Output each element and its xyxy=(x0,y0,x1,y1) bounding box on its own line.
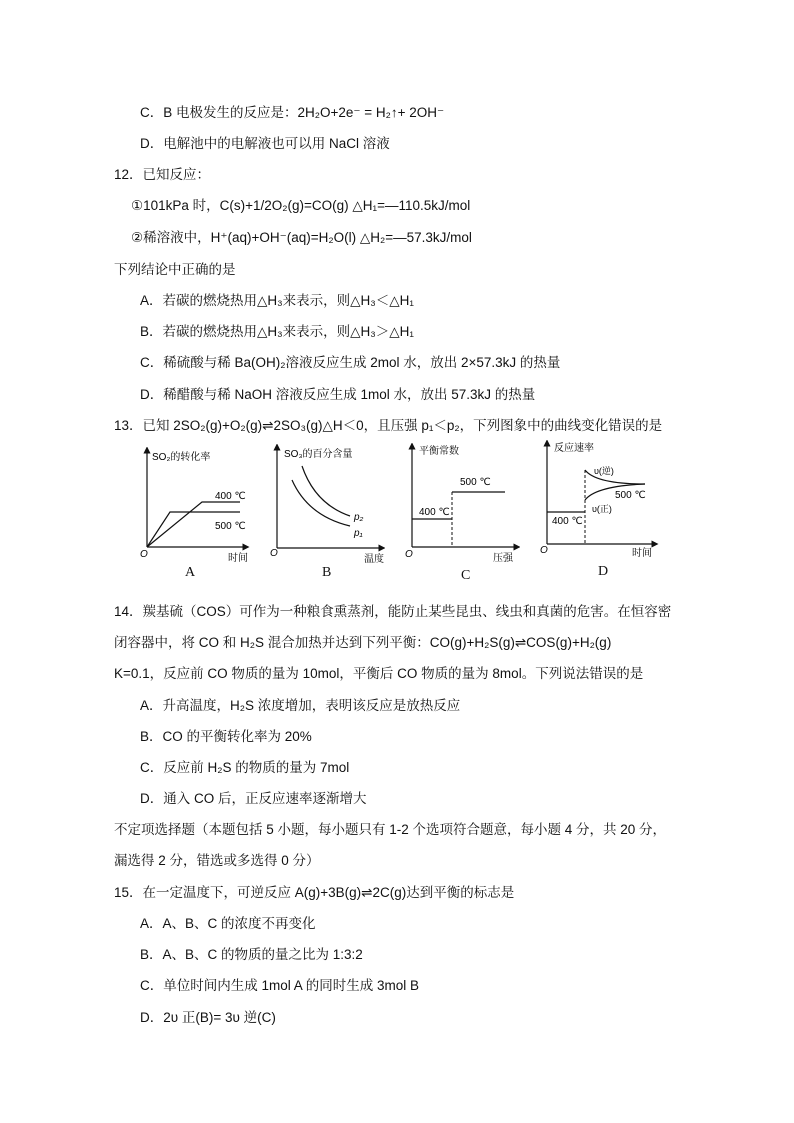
fig-b-p2: p₂ xyxy=(354,512,364,523)
section-header-2: 漏选得 2 分，错选或多选得 0 分） xyxy=(114,853,320,868)
q14-option-a: A．升高温度，H₂S 浓度增加，表明该反应是放热反应 xyxy=(140,698,461,713)
fig-b-ylabel: SO₃的百分含量 xyxy=(284,449,353,460)
fig-b-xlabel: 温度 xyxy=(364,554,384,565)
figure-d xyxy=(540,440,660,582)
q14-option-d: D．通入 CO 后，正反应速率逐渐增大 xyxy=(140,791,367,806)
fig-a-500: 500 ℃ xyxy=(215,521,246,532)
q12-stem: 12．已知反应： xyxy=(114,167,211,182)
q12-prompt: 下列结论中正确的是 xyxy=(114,262,236,277)
q12-reaction-2: ②稀溶液中，H⁺(aq)+OH⁻(aq)=H₂O(l) △H₂=—57.3kJ/mol xyxy=(131,230,472,245)
fig-d-caption: D xyxy=(598,564,609,579)
q13-stem: 13．已知 2SO₂(g)+O₂(g)⇌2SO₃(g)△H＜0，且压强 p₁＜p₂，下列图象中的曲线变化错误的是 xyxy=(114,418,663,433)
fig-c-xlabel: 压强 xyxy=(493,553,513,564)
fig-c-500: 500 ℃ xyxy=(460,477,491,488)
fig-d-400: 400 ℃ xyxy=(552,516,583,527)
section-header-1: 不定项选择题（本题包括 5 小题，每小题只有 1-2 个选项符合题意，每小题 4 分，共 20 分， xyxy=(114,822,667,837)
q14-stem-2: 闭容器中，将 CO 和 H₂S 混合加热并达到下列平衡：CO(g)+H₂S(g)⇌COS(g)+H₂(g) xyxy=(114,635,612,650)
fig-c-origin: O xyxy=(405,549,413,560)
q15-option-d: D．2υ 正(B)= 3υ 逆(C) xyxy=(140,1010,276,1025)
q12-reaction-1: ①101kPa 时，C(s)+1/2O₂(g)=CO(g) △H₁=—110.5kJ/mol xyxy=(131,198,471,213)
fig-a-caption: A xyxy=(185,565,196,580)
figure-c xyxy=(405,443,520,588)
fig-a-400: 400 ℃ xyxy=(215,491,246,502)
q14-stem-1: 14．羰基硫（COS）可作为一种粮食熏蒸剂，能防止某些昆虫、线虫和真菌的危害。在恒容密 xyxy=(114,604,672,619)
q15-option-c: C．单位时间内生成 1mol A 的同时生成 3mol B xyxy=(140,978,420,993)
q15-stem: 15．在一定温度下，可逆反应 A(g)+3B(g)⇌2C(g)达到平衡的标志是 xyxy=(114,885,515,900)
q12-option-d: D．稀醋酸与稀 NaOH 溶液反应生成 1mol 水，放出 57.3kJ 的热量 xyxy=(140,387,536,402)
fig-d-v-reverse: υ(逆) xyxy=(594,466,614,476)
fig-d-500: 500 ℃ xyxy=(615,490,646,501)
fig-d-origin: O xyxy=(540,545,548,556)
q12-option-c: C．稀硫酸与稀 Ba(OH)₂溶液反应生成 2mol 水，放出 2×57.3kJ 的热量 xyxy=(140,355,561,370)
q11-option-c: C．B 电极发生的反应是：2H₂O+2e⁻ = H₂↑+ 2OH⁻ xyxy=(140,105,445,120)
q12-option-b: B．若碳的燃烧热用△H₃来表示，则△H₃＞△H₁ xyxy=(140,324,414,339)
q12-option-a: A．若碳的燃烧热用△H₃来表示，则△H₃＜△H₁ xyxy=(140,293,414,308)
fig-a-origin: O xyxy=(140,549,148,560)
q11-option-d: D．电解池中的电解液也可以用 NaCl 溶液 xyxy=(140,136,390,151)
fig-c-caption: C xyxy=(461,568,471,583)
fig-c-400: 400 ℃ xyxy=(419,507,450,518)
fig-d-ylabel: 反应速率 xyxy=(554,443,594,454)
q14-stem-3: K=0.1，反应前 CO 物质的量为 10mol，平衡后 CO 物质的量为 8mol。下列说法错误的是 xyxy=(114,666,644,681)
fig-c-ylabel: 平衡常数 xyxy=(419,446,459,457)
figure-a xyxy=(140,447,250,585)
fig-b-origin: O xyxy=(270,548,278,559)
fig-d-v-forward: υ(正) xyxy=(592,504,612,514)
fig-a-ylabel: SO₂的转化率 xyxy=(152,452,211,463)
fig-b-caption: B xyxy=(322,565,332,580)
fig-a-xlabel: 时间 xyxy=(228,553,248,564)
fig-d-xlabel: 时间 xyxy=(632,548,652,559)
q15-option-b: B．A、B、C 的物质的量之比为 1:3:2 xyxy=(140,947,363,962)
q14-option-b: B．CO 的平衡转化率为 20% xyxy=(140,729,312,744)
q15-option-a: A．A、B、C 的浓度不再变化 xyxy=(140,916,316,931)
figure-b xyxy=(270,444,385,585)
q14-option-c: C．反应前 H₂S 的物质的量为 7mol xyxy=(140,760,350,775)
fig-b-p1: p₁ xyxy=(354,528,363,539)
